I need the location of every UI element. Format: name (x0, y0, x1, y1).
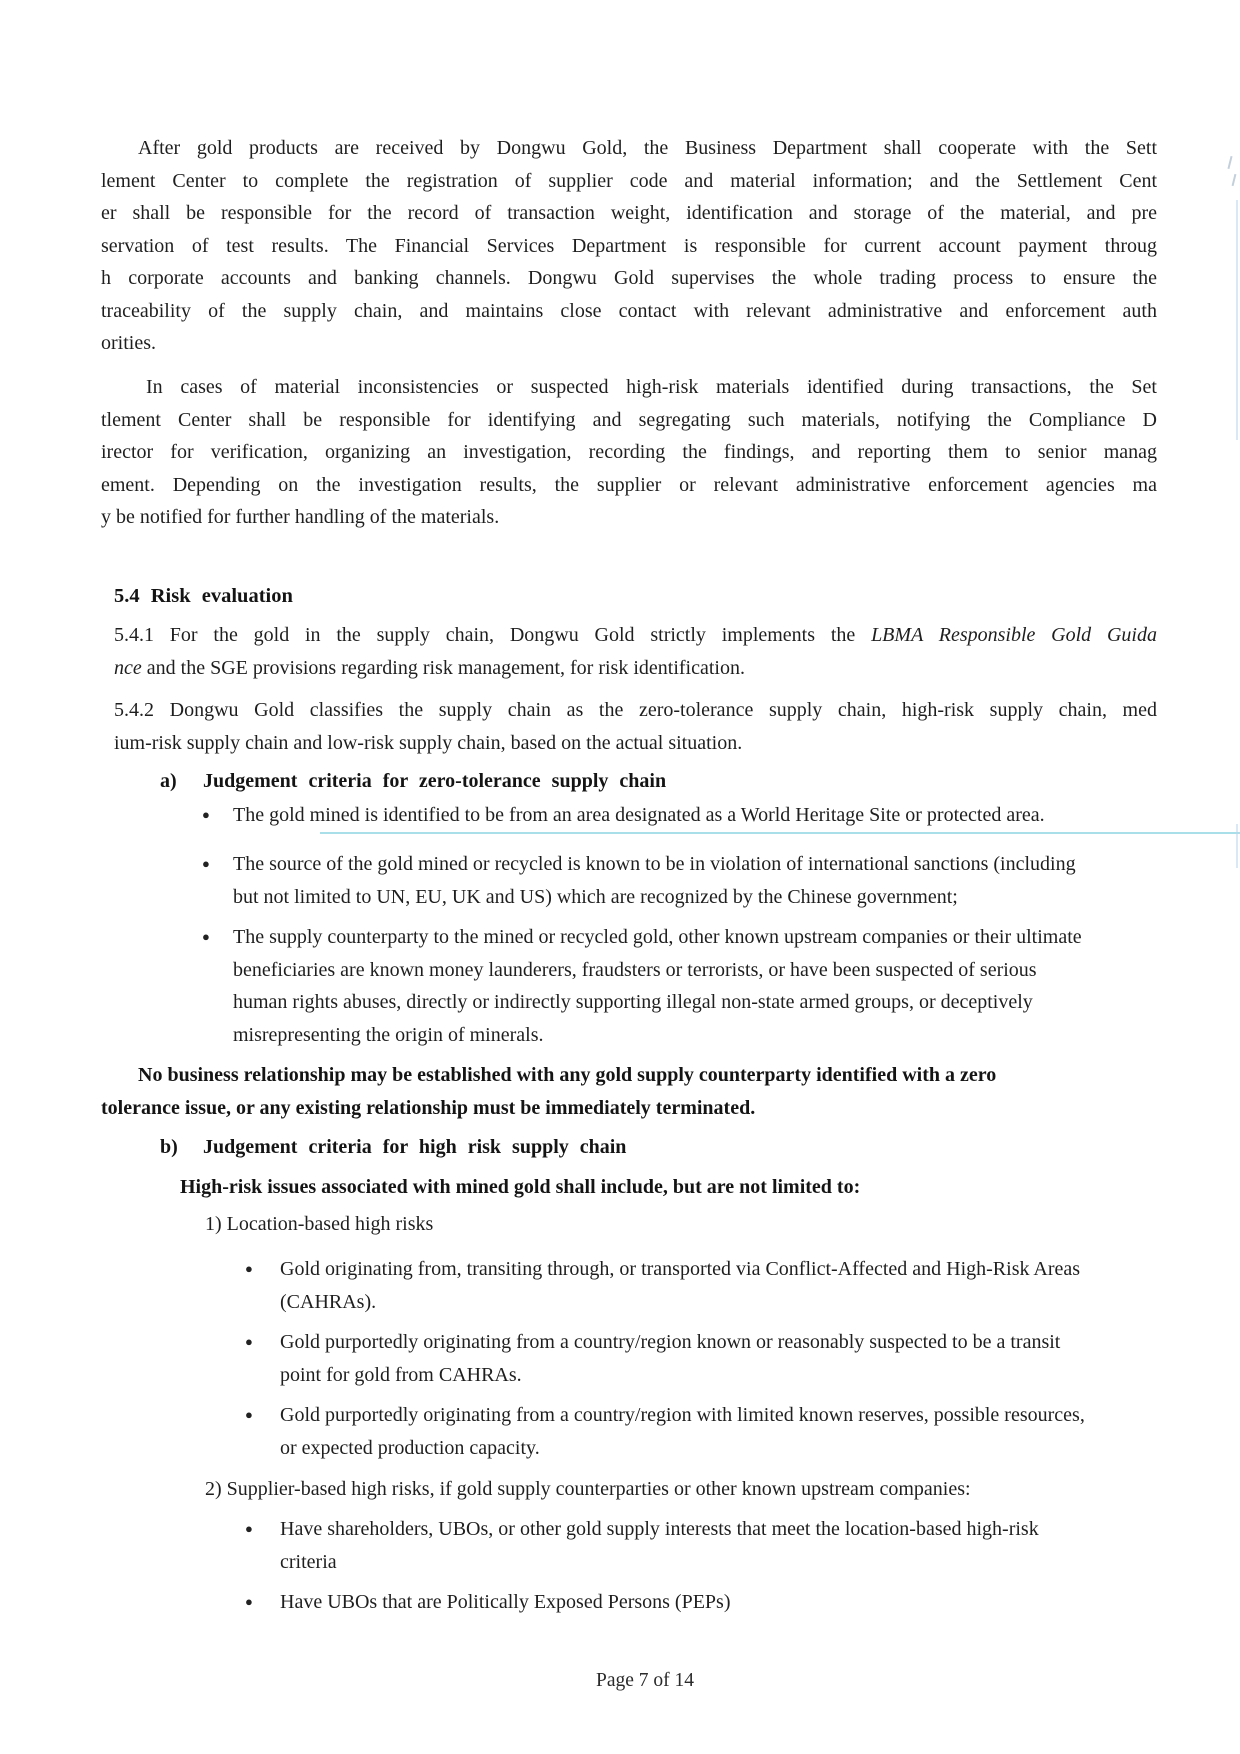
paragraph-line: After gold products are received by Dongwu Gold, the Business Department shall cooperate with the Sett (138, 137, 1157, 159)
list-marker-b: b) (160, 1136, 178, 1158)
lbma-guidance-italic: LBMA Responsible Gold Guida (871, 624, 1157, 646)
paragraph-line: traceability of the supply chain, and maintains close contact with relevant administrative and enforcement auth (101, 299, 1157, 322)
paragraph-line: lement Center to complete the registration of supplier code and material information; and the Settlement Cent (101, 169, 1157, 192)
zero-tolerance-bullet (202, 848, 1076, 913)
note-line: tolerance issue, or any existing relationship must be immediately terminated. (101, 1096, 756, 1119)
bullet-icon: ● (202, 856, 210, 871)
bullet-text (233, 921, 1082, 1051)
clause-541 (114, 619, 1157, 684)
paragraph-line (114, 619, 1157, 652)
bullet-line: beneficiaries are known money launderers, fraudsters or terrorists, or have been suspected of serious (233, 958, 1037, 981)
supplier-risk-bullet (245, 1586, 731, 1619)
bullet-text (233, 799, 1045, 832)
lbma-guidance-italic: nce (114, 656, 142, 679)
paragraph-line: irector for verification, organizing an investigation, recording the findings, and reporting them to senior manag (101, 441, 1157, 463)
zero-tolerance-bullet (202, 799, 1045, 832)
criteria-heading-zero-tolerance (160, 765, 666, 798)
bullet-line: The source of the gold mined or recycled is known to be in violation of international sanctions (including (233, 853, 1076, 875)
zero-tolerance-bullet (202, 921, 1082, 1051)
paragraph-line: y be notified for further handling of the materials. (101, 506, 500, 528)
bullet-line: (CAHRAs). (280, 1290, 377, 1313)
bullet-icon: ● (202, 929, 210, 944)
highlight-underline-artifact (320, 832, 1240, 834)
paragraph-line: ium-risk supply chain and low-risk supply chain, based on the actual situation. (114, 731, 743, 754)
bullet-icon: ● (245, 1521, 253, 1536)
bullet-icon: ● (245, 1407, 253, 1422)
paragraph-line: servation of test results. The Financial Services Department is responsible for current account payment throug (101, 234, 1157, 257)
bullet-text (280, 1253, 1080, 1318)
bullet-text (280, 1513, 1039, 1578)
paragraph-line: orities. (101, 332, 156, 354)
note-line: No business relationship may be established with any gold supply counterparty identified with a zero (138, 1064, 997, 1086)
bullet-line: Gold originating from, transiting through, or transported via Conflict-Affected and High-Risk Areas (280, 1258, 1081, 1280)
paragraph-line (114, 652, 1157, 685)
bullet-line: or expected production capacity. (280, 1436, 540, 1459)
bullet-line: Have shareholders, UBOs, or other gold supply interests that meet the location-based high-risk (280, 1518, 1039, 1540)
location-risk-bullet (245, 1326, 1060, 1391)
bullet-line: The gold mined is identified to be from an area designated as a World Heritage Site or protected area. (233, 804, 1045, 826)
bullet-icon: ● (245, 1261, 253, 1276)
paragraph-line: h corporate accounts and banking channels. Dongwu Gold supervises the whole trading process to ensure the (101, 267, 1157, 289)
bullet-text (233, 848, 1076, 913)
bullet-icon: ● (245, 1334, 253, 1349)
bullet-line: but not limited to UN, EU, UK and US) which are recognized by the Chinese government; (233, 885, 958, 908)
high-risk-intro: High-risk issues associated with mined gold shall include, but are not limited to: (180, 1176, 861, 1198)
bullet-line: Gold purportedly originating from a country/region with limited known reserves, possible resources, (280, 1404, 1085, 1426)
edge-line-artifact (1236, 824, 1238, 868)
bullet-icon: ● (202, 807, 210, 822)
bullet-icon: ● (245, 1594, 253, 1609)
list-marker-a: a) (160, 770, 177, 792)
bullet-line: The supply counterparty to the mined or recycled gold, other known upstream companies or their ultimate (233, 926, 1082, 948)
bullet-text (280, 1326, 1060, 1391)
location-risk-bullet (245, 1399, 1085, 1464)
edge-mark-artifact (1232, 174, 1237, 186)
clause-541-text: 5.4.1 For the gold in the supply chain, Dongwu Gold strictly implements the (114, 624, 872, 646)
bullet-line: Gold purportedly originating from a country/region known or reasonably suspected to be a transit (280, 1331, 1061, 1353)
bullet-line: human rights abuses, directly or indirectly supporting illegal non-state armed groups, or deceptively (233, 991, 1033, 1013)
edge-line-artifact (1236, 200, 1238, 440)
zero-tolerance-note (101, 1059, 1157, 1124)
criteria-title: Judgement criteria for zero-tolerance supply chain (203, 770, 667, 792)
bullet-line: Have UBOs that are Politically Exposed Persons (PEPs) (280, 1591, 731, 1613)
paragraph-material-receiving (101, 132, 1157, 360)
bullet-line: point for gold from CAHRAs. (280, 1363, 522, 1386)
paragraph-line: In cases of material inconsistencies or suspected high-risk materials identified during transactions, the Set (146, 376, 1157, 398)
bullet-text (280, 1586, 731, 1619)
supplier-risks-heading: 2) Supplier-based high risks, if gold supply counterparties or other known upstream companies: (205, 1478, 971, 1500)
supplier-risk-bullet (245, 1513, 1039, 1578)
location-risk-bullet (245, 1253, 1080, 1318)
clause-541-text: and the SGE provisions regarding risk management, for risk identification. (141, 656, 745, 679)
criteria-heading-high-risk (160, 1131, 626, 1164)
paragraph-line: ement. Depending on the investigation results, the supplier or relevant administrative enforcement agencies ma (101, 473, 1157, 496)
section-heading-risk-evaluation: 5.4 Risk evaluation (114, 585, 293, 607)
bullet-line: criteria (280, 1550, 337, 1573)
paragraph-inconsistency-handling (101, 371, 1157, 534)
criteria-title: Judgement criteria for high risk supply chain (203, 1136, 627, 1158)
page-number: Page 7 of 14 (595, 1670, 695, 1691)
paragraph-line: er shall be responsible for the record of transaction weight, identification and storage of the material, and pre (101, 202, 1157, 224)
clause-542 (114, 694, 1157, 759)
location-risks-heading: 1) Location-based high risks (205, 1213, 434, 1235)
edge-mark-artifact (1227, 156, 1232, 169)
paragraph-line: tlement Center shall be responsible for identifying and segregating such materials, notifying the Compliance D (101, 408, 1157, 431)
bullet-line: misrepresenting the origin of minerals. (233, 1023, 544, 1046)
bullet-text (280, 1399, 1085, 1464)
paragraph-line: 5.4.2 Dongwu Gold classifies the supply chain as the zero-tolerance supply chain, high-risk supply chain, med (114, 699, 1157, 721)
